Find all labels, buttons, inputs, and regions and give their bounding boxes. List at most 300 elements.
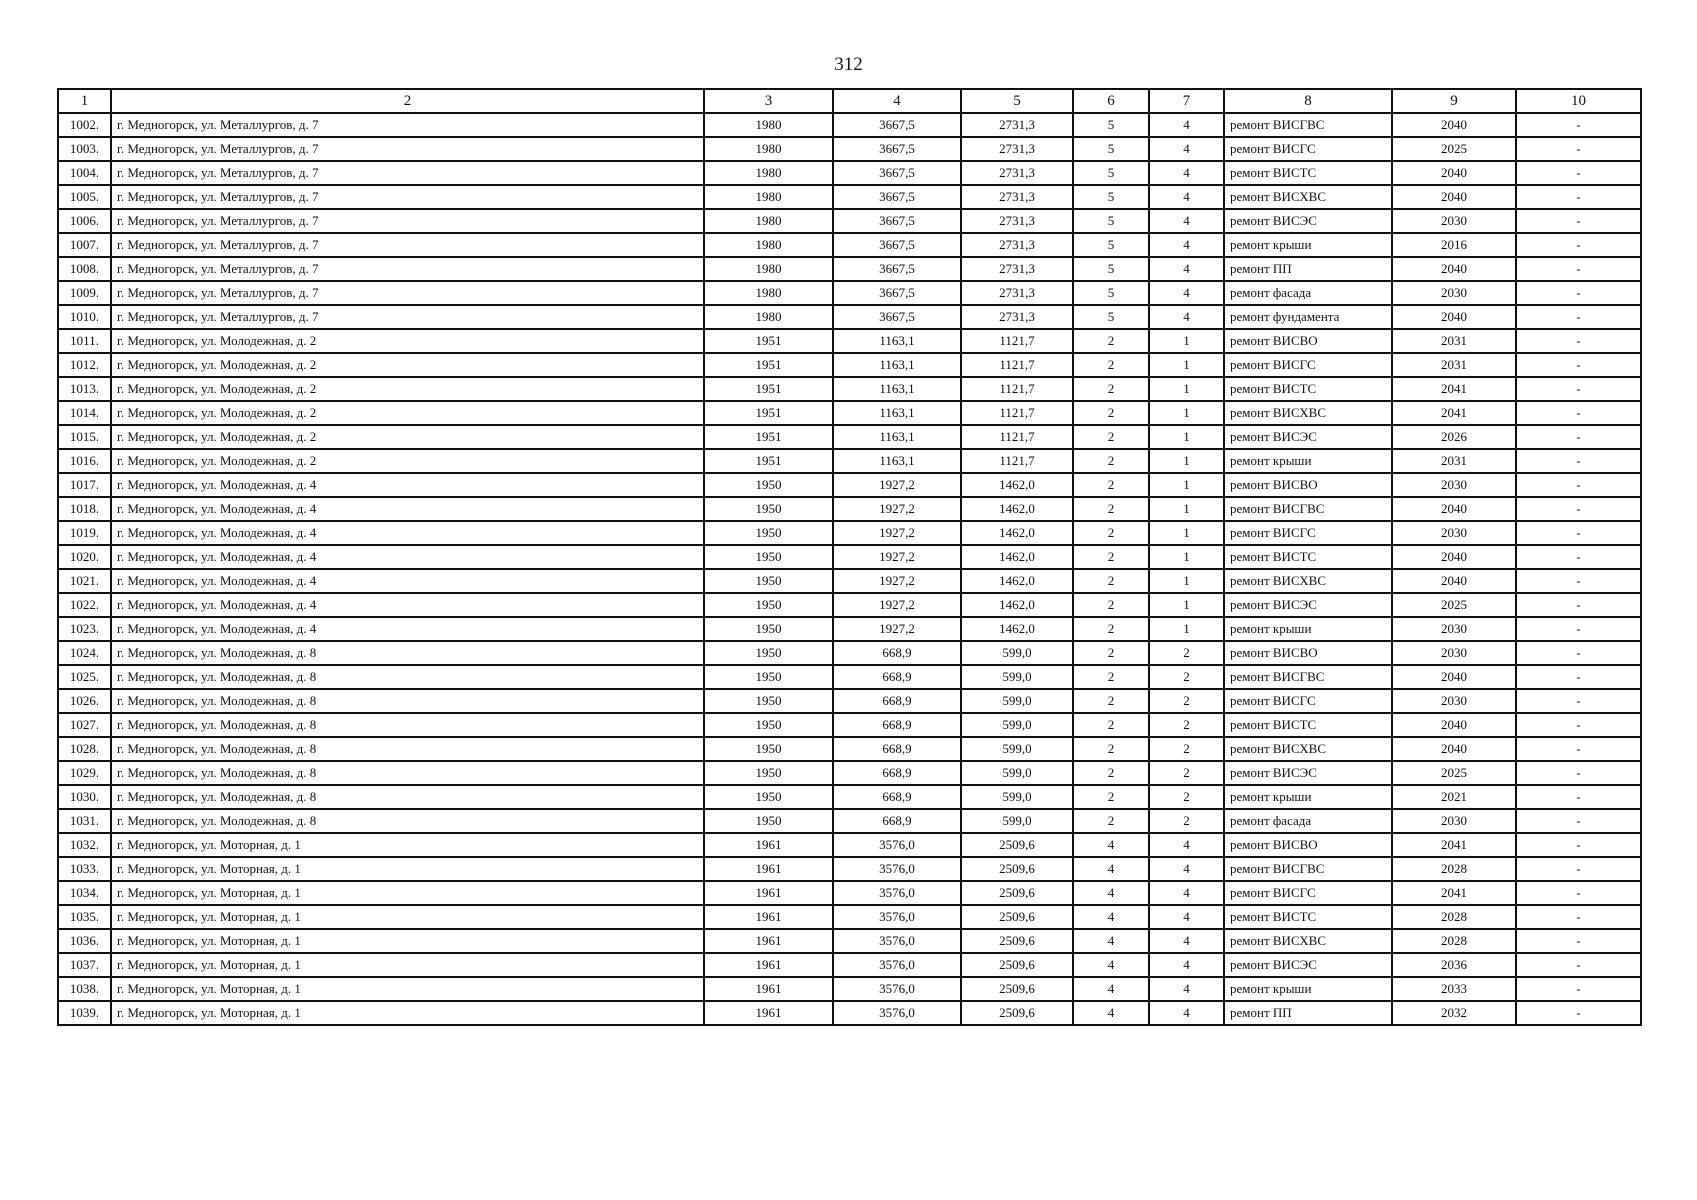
cell-note: - — [1516, 473, 1641, 497]
table-row — [58, 137, 1641, 161]
cell-address: г. Медногорск, ул. Моторная, д. 1 — [111, 977, 704, 1001]
cell-living-area: 2731,3 — [961, 185, 1073, 209]
cell-note: - — [1516, 977, 1641, 1001]
repair-schedule-table — [57, 88, 1642, 1026]
cell-living-area: 1121,7 — [961, 329, 1073, 353]
cell-address: г. Медногорск, ул. Моторная, д. 1 — [111, 833, 704, 857]
cell-note: - — [1516, 137, 1641, 161]
cell-row-number: 1021. — [58, 569, 111, 593]
cell-address: г. Медногорск, ул. Металлургов, д. 7 — [111, 161, 704, 185]
table-row — [58, 305, 1641, 329]
cell-work-type: ремонт ВИСЭС — [1224, 209, 1392, 233]
cell-total-area: 668,9 — [833, 713, 961, 737]
cell-planned-year: 2030 — [1392, 617, 1516, 641]
cell-address: г. Медногорск, ул. Молодежная, д. 2 — [111, 425, 704, 449]
cell-row-number: 1009. — [58, 281, 111, 305]
cell-entrances: 4 — [1149, 953, 1224, 977]
cell-planned-year: 2030 — [1392, 689, 1516, 713]
cell-living-area: 1462,0 — [961, 617, 1073, 641]
cell-year-built: 1950 — [704, 665, 833, 689]
cell-row-number: 1015. — [58, 425, 111, 449]
cell-entrances: 4 — [1149, 113, 1224, 137]
cell-address: г. Медногорск, ул. Моторная, д. 1 — [111, 1001, 704, 1025]
cell-entrances: 4 — [1149, 233, 1224, 257]
cell-row-number: 1027. — [58, 713, 111, 737]
cell-work-type: ремонт ВИСГВС — [1224, 665, 1392, 689]
cell-floors: 2 — [1073, 329, 1149, 353]
page-number: 312 — [834, 54, 863, 75]
cell-total-area: 1927,2 — [833, 569, 961, 593]
cell-living-area: 1462,0 — [961, 545, 1073, 569]
cell-year-built: 1950 — [704, 521, 833, 545]
cell-address: г. Медногорск, ул. Молодежная, д. 2 — [111, 449, 704, 473]
cell-total-area: 1927,2 — [833, 593, 961, 617]
cell-year-built: 1950 — [704, 617, 833, 641]
cell-total-area: 3667,5 — [833, 305, 961, 329]
cell-total-area: 1163,1 — [833, 425, 961, 449]
cell-floors: 2 — [1073, 689, 1149, 713]
cell-year-built: 1961 — [704, 857, 833, 881]
cell-note: - — [1516, 521, 1641, 545]
cell-living-area: 2509,6 — [961, 857, 1073, 881]
cell-note: - — [1516, 257, 1641, 281]
cell-entrances: 4 — [1149, 833, 1224, 857]
cell-living-area: 2509,6 — [961, 953, 1073, 977]
cell-floors: 2 — [1073, 377, 1149, 401]
table-row — [58, 257, 1641, 281]
cell-work-type: ремонт ВИСГС — [1224, 353, 1392, 377]
cell-row-number: 1032. — [58, 833, 111, 857]
table-row — [58, 497, 1641, 521]
cell-living-area: 2731,3 — [961, 281, 1073, 305]
cell-living-area: 2731,3 — [961, 161, 1073, 185]
table-row — [58, 737, 1641, 761]
cell-planned-year: 2030 — [1392, 641, 1516, 665]
cell-planned-year: 2040 — [1392, 185, 1516, 209]
cell-work-type: ремонт ВИСЭС — [1224, 761, 1392, 785]
column-header-note: 10 — [1516, 89, 1641, 113]
cell-year-built: 1961 — [704, 977, 833, 1001]
cell-living-area: 2509,6 — [961, 977, 1073, 1001]
cell-living-area: 599,0 — [961, 713, 1073, 737]
cell-year-built: 1950 — [704, 593, 833, 617]
column-header-planned-year: 9 — [1392, 89, 1516, 113]
table-row — [58, 905, 1641, 929]
cell-floors: 4 — [1073, 929, 1149, 953]
cell-year-built: 1951 — [704, 353, 833, 377]
cell-note: - — [1516, 161, 1641, 185]
cell-living-area: 2731,3 — [961, 113, 1073, 137]
cell-total-area: 3576,0 — [833, 953, 961, 977]
cell-work-type: ремонт ВИСТС — [1224, 545, 1392, 569]
cell-work-type: ремонт ВИСГВС — [1224, 857, 1392, 881]
cell-total-area: 3667,5 — [833, 113, 961, 137]
cell-living-area: 2731,3 — [961, 233, 1073, 257]
cell-planned-year: 2040 — [1392, 569, 1516, 593]
cell-living-area: 599,0 — [961, 785, 1073, 809]
cell-floors: 2 — [1073, 425, 1149, 449]
cell-entrances: 1 — [1149, 497, 1224, 521]
cell-work-type: ремонт ВИСВО — [1224, 329, 1392, 353]
cell-living-area: 2731,3 — [961, 137, 1073, 161]
cell-entrances: 2 — [1149, 737, 1224, 761]
cell-note: - — [1516, 425, 1641, 449]
cell-address: г. Медногорск, ул. Молодежная, д. 2 — [111, 401, 704, 425]
cell-total-area: 668,9 — [833, 689, 961, 713]
table-row — [58, 881, 1641, 905]
cell-planned-year: 2036 — [1392, 953, 1516, 977]
cell-entrances: 4 — [1149, 137, 1224, 161]
cell-work-type: ремонт ВИСВО — [1224, 473, 1392, 497]
cell-row-number: 1030. — [58, 785, 111, 809]
table-header-row — [58, 89, 1641, 113]
cell-note: - — [1516, 401, 1641, 425]
cell-note: - — [1516, 377, 1641, 401]
cell-note: - — [1516, 209, 1641, 233]
cell-address: г. Медногорск, ул. Молодежная, д. 8 — [111, 785, 704, 809]
cell-year-built: 1951 — [704, 329, 833, 353]
cell-note: - — [1516, 761, 1641, 785]
cell-entrances: 2 — [1149, 713, 1224, 737]
cell-total-area: 3667,5 — [833, 137, 961, 161]
cell-planned-year: 2040 — [1392, 737, 1516, 761]
cell-year-built: 1980 — [704, 113, 833, 137]
cell-entrances: 1 — [1149, 617, 1224, 641]
cell-floors: 2 — [1073, 737, 1149, 761]
cell-year-built: 1951 — [704, 401, 833, 425]
table-row — [58, 353, 1641, 377]
cell-entrances: 4 — [1149, 185, 1224, 209]
cell-note: - — [1516, 785, 1641, 809]
cell-living-area: 1462,0 — [961, 521, 1073, 545]
cell-floors: 4 — [1073, 857, 1149, 881]
cell-note: - — [1516, 857, 1641, 881]
cell-planned-year: 2030 — [1392, 521, 1516, 545]
table-row — [58, 785, 1641, 809]
cell-living-area: 2509,6 — [961, 833, 1073, 857]
cell-address: г. Медногорск, ул. Металлургов, д. 7 — [111, 113, 704, 137]
cell-planned-year: 2031 — [1392, 329, 1516, 353]
cell-floors: 2 — [1073, 449, 1149, 473]
cell-address: г. Медногорск, ул. Молодежная, д. 4 — [111, 545, 704, 569]
cell-row-number: 1039. — [58, 1001, 111, 1025]
cell-planned-year: 2040 — [1392, 113, 1516, 137]
cell-address: г. Медногорск, ул. Моторная, д. 1 — [111, 881, 704, 905]
cell-total-area: 668,9 — [833, 785, 961, 809]
cell-address: г. Медногорск, ул. Металлургов, д. 7 — [111, 233, 704, 257]
cell-floors: 2 — [1073, 521, 1149, 545]
cell-work-type: ремонт ВИСГС — [1224, 689, 1392, 713]
cell-total-area: 3667,5 — [833, 257, 961, 281]
cell-year-built: 1980 — [704, 137, 833, 161]
cell-total-area: 3667,5 — [833, 161, 961, 185]
cell-floors: 4 — [1073, 833, 1149, 857]
column-header-living-area: 5 — [961, 89, 1073, 113]
cell-work-type: ремонт крыши — [1224, 785, 1392, 809]
cell-address: г. Медногорск, ул. Молодежная, д. 4 — [111, 569, 704, 593]
cell-living-area: 1121,7 — [961, 353, 1073, 377]
cell-address: г. Медногорск, ул. Металлургов, д. 7 — [111, 257, 704, 281]
cell-address: г. Медногорск, ул. Металлургов, д. 7 — [111, 305, 704, 329]
cell-planned-year: 2040 — [1392, 665, 1516, 689]
column-header-row-number: 1 — [58, 89, 111, 113]
cell-entrances: 4 — [1149, 281, 1224, 305]
cell-floors: 4 — [1073, 905, 1149, 929]
cell-floors: 4 — [1073, 977, 1149, 1001]
cell-total-area: 3576,0 — [833, 881, 961, 905]
cell-note: - — [1516, 617, 1641, 641]
cell-work-type: ремонт ВИСГС — [1224, 137, 1392, 161]
cell-address: г. Медногорск, ул. Металлургов, д. 7 — [111, 209, 704, 233]
cell-floors: 2 — [1073, 617, 1149, 641]
cell-floors: 5 — [1073, 209, 1149, 233]
cell-address: г. Медногорск, ул. Молодежная, д. 4 — [111, 617, 704, 641]
table-row — [58, 329, 1641, 353]
cell-address: г. Медногорск, ул. Металлургов, д. 7 — [111, 137, 704, 161]
table-row — [58, 761, 1641, 785]
cell-note: - — [1516, 713, 1641, 737]
cell-planned-year: 2031 — [1392, 449, 1516, 473]
cell-planned-year: 2025 — [1392, 593, 1516, 617]
cell-floors: 5 — [1073, 233, 1149, 257]
cell-address: г. Медногорск, ул. Моторная, д. 1 — [111, 953, 704, 977]
cell-work-type: ремонт ВИСВО — [1224, 833, 1392, 857]
table-row — [58, 665, 1641, 689]
table-row — [58, 977, 1641, 1001]
cell-row-number: 1028. — [58, 737, 111, 761]
cell-entrances: 2 — [1149, 689, 1224, 713]
cell-year-built: 1961 — [704, 929, 833, 953]
cell-total-area: 1927,2 — [833, 617, 961, 641]
cell-living-area: 2731,3 — [961, 257, 1073, 281]
cell-address: г. Медногорск, ул. Молодежная, д. 2 — [111, 353, 704, 377]
cell-address: г. Медногорск, ул. Моторная, д. 1 — [111, 929, 704, 953]
cell-total-area: 3576,0 — [833, 857, 961, 881]
table-row — [58, 281, 1641, 305]
cell-note: - — [1516, 305, 1641, 329]
cell-year-built: 1961 — [704, 953, 833, 977]
cell-living-area: 599,0 — [961, 809, 1073, 833]
cell-entrances: 4 — [1149, 857, 1224, 881]
cell-planned-year: 2040 — [1392, 545, 1516, 569]
cell-work-type: ремонт ВИСХВС — [1224, 737, 1392, 761]
cell-work-type: ремонт ВИСЭС — [1224, 593, 1392, 617]
cell-work-type: ремонт крыши — [1224, 449, 1392, 473]
cell-entrances: 1 — [1149, 449, 1224, 473]
cell-note: - — [1516, 593, 1641, 617]
cell-address: г. Медногорск, ул. Молодежная, д. 4 — [111, 497, 704, 521]
table-row — [58, 185, 1641, 209]
table-row — [58, 569, 1641, 593]
column-header-total-area: 4 — [833, 89, 961, 113]
cell-row-number: 1012. — [58, 353, 111, 377]
cell-work-type: ремонт ВИСТС — [1224, 377, 1392, 401]
table-row — [58, 449, 1641, 473]
cell-total-area: 3667,5 — [833, 209, 961, 233]
cell-year-built: 1950 — [704, 785, 833, 809]
cell-year-built: 1950 — [704, 737, 833, 761]
cell-year-built: 1980 — [704, 161, 833, 185]
cell-note: - — [1516, 497, 1641, 521]
table-row — [58, 1001, 1641, 1025]
cell-work-type: ремонт ВИСТС — [1224, 161, 1392, 185]
cell-note: - — [1516, 113, 1641, 137]
cell-address: г. Медногорск, ул. Молодежная, д. 8 — [111, 761, 704, 785]
cell-living-area: 2509,6 — [961, 929, 1073, 953]
cell-living-area: 2509,6 — [961, 881, 1073, 905]
cell-row-number: 1013. — [58, 377, 111, 401]
cell-planned-year: 2016 — [1392, 233, 1516, 257]
cell-work-type: ремонт ВИСТС — [1224, 905, 1392, 929]
cell-planned-year: 2041 — [1392, 833, 1516, 857]
cell-row-number: 1029. — [58, 761, 111, 785]
cell-row-number: 1011. — [58, 329, 111, 353]
cell-row-number: 1010. — [58, 305, 111, 329]
cell-address: г. Медногорск, ул. Молодежная, д. 2 — [111, 377, 704, 401]
cell-work-type: ремонт ВИСВО — [1224, 641, 1392, 665]
cell-floors: 4 — [1073, 953, 1149, 977]
cell-entrances: 2 — [1149, 809, 1224, 833]
cell-living-area: 1121,7 — [961, 425, 1073, 449]
cell-entrances: 4 — [1149, 257, 1224, 281]
cell-planned-year: 2030 — [1392, 809, 1516, 833]
cell-work-type: ремонт ВИСХВС — [1224, 185, 1392, 209]
cell-row-number: 1002. — [58, 113, 111, 137]
cell-work-type: ремонт ВИСХВС — [1224, 569, 1392, 593]
cell-living-area: 1462,0 — [961, 497, 1073, 521]
cell-note: - — [1516, 689, 1641, 713]
cell-year-built: 1980 — [704, 209, 833, 233]
cell-entrances: 2 — [1149, 665, 1224, 689]
cell-work-type: ремонт крыши — [1224, 617, 1392, 641]
cell-planned-year: 2026 — [1392, 425, 1516, 449]
cell-planned-year: 2041 — [1392, 401, 1516, 425]
cell-year-built: 1980 — [704, 281, 833, 305]
cell-address: г. Медногорск, ул. Металлургов, д. 7 — [111, 185, 704, 209]
table-row — [58, 473, 1641, 497]
cell-living-area: 599,0 — [961, 689, 1073, 713]
cell-entrances: 4 — [1149, 1001, 1224, 1025]
cell-floors: 2 — [1073, 641, 1149, 665]
cell-living-area: 2731,3 — [961, 209, 1073, 233]
cell-floors: 4 — [1073, 881, 1149, 905]
cell-planned-year: 2025 — [1392, 761, 1516, 785]
cell-floors: 2 — [1073, 785, 1149, 809]
cell-floors: 5 — [1073, 137, 1149, 161]
cell-floors: 2 — [1073, 593, 1149, 617]
cell-living-area: 2509,6 — [961, 1001, 1073, 1025]
cell-living-area: 1462,0 — [961, 473, 1073, 497]
cell-note: - — [1516, 569, 1641, 593]
cell-total-area: 3576,0 — [833, 905, 961, 929]
cell-note: - — [1516, 545, 1641, 569]
cell-year-built: 1950 — [704, 545, 833, 569]
cell-note: - — [1516, 449, 1641, 473]
cell-address: г. Медногорск, ул. Молодежная, д. 4 — [111, 593, 704, 617]
cell-entrances: 2 — [1149, 641, 1224, 665]
cell-floors: 5 — [1073, 305, 1149, 329]
cell-address: г. Медногорск, ул. Молодежная, д. 8 — [111, 689, 704, 713]
cell-entrances: 1 — [1149, 353, 1224, 377]
cell-work-type: ремонт ВИСЭС — [1224, 953, 1392, 977]
cell-floors: 5 — [1073, 161, 1149, 185]
cell-floors: 2 — [1073, 665, 1149, 689]
cell-floors: 2 — [1073, 761, 1149, 785]
cell-total-area: 3667,5 — [833, 281, 961, 305]
cell-planned-year: 2040 — [1392, 497, 1516, 521]
cell-planned-year: 2028 — [1392, 905, 1516, 929]
cell-work-type: ремонт ПП — [1224, 257, 1392, 281]
cell-entrances: 1 — [1149, 593, 1224, 617]
cell-work-type: ремонт ВИСГС — [1224, 881, 1392, 905]
table-row — [58, 617, 1641, 641]
cell-year-built: 1950 — [704, 689, 833, 713]
cell-work-type: ремонт фасада — [1224, 809, 1392, 833]
cell-entrances: 2 — [1149, 785, 1224, 809]
cell-note: - — [1516, 281, 1641, 305]
cell-total-area: 1927,2 — [833, 473, 961, 497]
table-row — [58, 233, 1641, 257]
cell-year-built: 1950 — [704, 497, 833, 521]
cell-year-built: 1961 — [704, 833, 833, 857]
cell-year-built: 1980 — [704, 257, 833, 281]
cell-year-built: 1950 — [704, 809, 833, 833]
cell-planned-year: 2032 — [1392, 1001, 1516, 1025]
cell-living-area: 599,0 — [961, 737, 1073, 761]
cell-total-area: 3576,0 — [833, 1001, 961, 1025]
cell-floors: 5 — [1073, 185, 1149, 209]
cell-year-built: 1950 — [704, 641, 833, 665]
cell-living-area: 1462,0 — [961, 569, 1073, 593]
cell-total-area: 668,9 — [833, 641, 961, 665]
cell-address: г. Медногорск, ул. Молодежная, д. 8 — [111, 809, 704, 833]
cell-planned-year: 2030 — [1392, 209, 1516, 233]
cell-entrances: 4 — [1149, 881, 1224, 905]
cell-row-number: 1014. — [58, 401, 111, 425]
cell-total-area: 668,9 — [833, 665, 961, 689]
cell-entrances: 4 — [1149, 161, 1224, 185]
table-row — [58, 641, 1641, 665]
cell-floors: 2 — [1073, 353, 1149, 377]
cell-address: г. Медногорск, ул. Моторная, д. 1 — [111, 857, 704, 881]
cell-floors: 2 — [1073, 545, 1149, 569]
cell-row-number: 1026. — [58, 689, 111, 713]
cell-planned-year: 2040 — [1392, 161, 1516, 185]
cell-work-type: ремонт ВИСТС — [1224, 713, 1392, 737]
cell-floors: 4 — [1073, 1001, 1149, 1025]
cell-work-type: ремонт ВИСГВС — [1224, 113, 1392, 137]
cell-row-number: 1023. — [58, 617, 111, 641]
cell-year-built: 1950 — [704, 569, 833, 593]
column-header-entrances: 7 — [1149, 89, 1224, 113]
table-row — [58, 401, 1641, 425]
cell-note: - — [1516, 905, 1641, 929]
cell-note: - — [1516, 929, 1641, 953]
cell-total-area: 668,9 — [833, 761, 961, 785]
cell-year-built: 1951 — [704, 425, 833, 449]
table-row — [58, 857, 1641, 881]
cell-row-number: 1020. — [58, 545, 111, 569]
cell-planned-year: 2021 — [1392, 785, 1516, 809]
cell-living-area: 599,0 — [961, 761, 1073, 785]
cell-entrances: 4 — [1149, 977, 1224, 1001]
cell-year-built: 1961 — [704, 905, 833, 929]
cell-work-type: ремонт ВИСГС — [1224, 521, 1392, 545]
cell-note: - — [1516, 641, 1641, 665]
cell-total-area: 1163,1 — [833, 449, 961, 473]
cell-note: - — [1516, 233, 1641, 257]
table-row — [58, 809, 1641, 833]
